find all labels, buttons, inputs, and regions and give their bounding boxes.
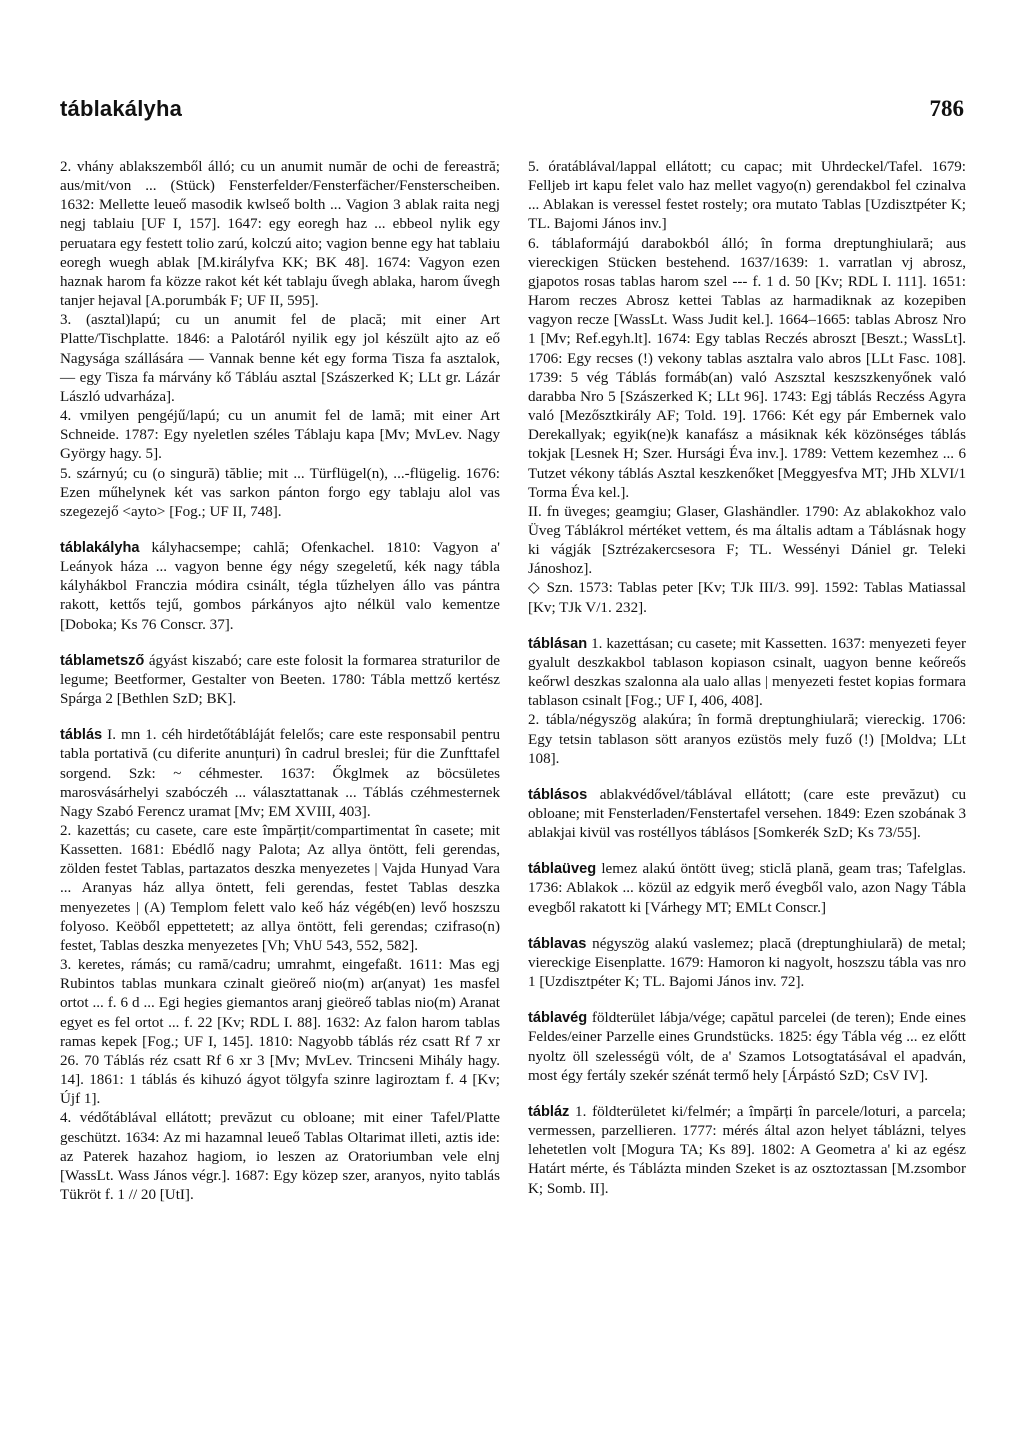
definition: I. mn 1. céh hirdetőtábláját felelős; care este responsabil pentru tabla portativă (cu diferite anunțuri) în cadrul breslei; für die Zunfttafel sorgend. Szk: ~ céhmester. 1637: Őkglmek az böcsületes marosvásárhelyi szabóczéh ... választattanak ... Táblás czéhmesternek Nagy Szabó Ferencz uramat [Mv; EM XVIII, 403]. (60, 727, 500, 820)
entry-tablasos (528, 786, 966, 843)
headword: táblakályha (60, 539, 140, 556)
headword: táblavas (528, 935, 587, 952)
entry-tablametszo (60, 652, 500, 709)
definition: ablakvédővel/táblával ellátott; (care este prevăzut) cu obloane; mit Fensterladen/Fenstertafel versehen. 1849: Ezen szobának 3 ablakjai kivül vas rostéllyos táblásos [Somkerék SzD; Ks 73/55]. (528, 786, 966, 842)
definition: lemez alakú öntött üveg; sticlă plană, geam tras; Tafelglas. 1736: Ablakok ... közül az edgyik merő évegből valo, azon Nagy Tábla evegből rakatott ki [Várhegy MT; EMLt Conscr.] (528, 861, 966, 916)
entry-tablavas (528, 935, 966, 992)
entry-tablaveg (528, 1009, 966, 1086)
sense-5-paragraph: 5. szárnyú; cu (o singură) tăblie; mit ... Türflügel(n), ...-flügelig. 1676: Ezen műhelynek két vas sarkon pánton forgo egy tablaju alol vas szegezejő <ayto> [Fog.; UF II, 748]. (60, 465, 500, 520)
tablasan-sense-2: 2. tábla/négyszög alakúra; în formă dreptunghiulară; viereckig. 1706: Egy tetsin tablason sött aranyos ezüstös mely fuző (!) [Moldva; LLt 108]. (528, 712, 966, 767)
tablas-sense-II: II. fn üveges; geamgiu; Glaser, Glashändler. 1790: Az ablakokhoz valo Üveg Táblákrol mértéket vettem, és ma általis adtam a Táblásnak hogy ki vágják [Sztrézakercsesora F; TL. Wessényi Dániel gr. Teleki Jánoshoz]. (528, 503, 966, 578)
headword: táblavég (528, 1010, 588, 1027)
definition: 1. kazettásan; cu casete; mit Kassetten. 1637: menyezeti feyer gyalult deszkakbol tablason kopiason csinalt, uagyon benne keőreős keőrwl deszkas szalonna ala ualo allas | menyezeti festet kopias formara tablason csinalt [Fog.; UF I, 406, 408]. (528, 635, 966, 710)
definition: ágyást kiszabó; care este folosit la formarea straturilor de legume; Beetformer, Gestalter von Beeten. 1780: Tábla mettző kertész Spárga 2 [Bethlen SzD; BK]. (60, 652, 500, 708)
entry-tablaz (528, 1103, 966, 1199)
definition: kályhacsempe; cahlă; Ofenkachel. 1810: Vagyon a' Leányok háza ... vagyon benne égy négy szegeletű, kék nagy tábla kályhákbol Franczia módira csinált, tégla tűzhelyen állo vas pántra rakott, kettős tejű, gombos párkányos ajto nélkül valo kementze [Doboka; Ks 76 Conscr. 37]. (60, 539, 500, 633)
definition: földterület lábja/vége; capătul parcelei (de teren); Ende eines Feldes/einer Parzelle eines Grundstücks. 1825: égy Tábla vég ... ez előtt nyoltz öll szelességü vólt, de a' Szamos Lotsogtatásával el apadván, most égy fertály szekér szénát termő hely [Árpástó SzD; CsV IV]. (528, 1010, 966, 1084)
definition: négyszög alakú vaslemez; placă (dreptunghiulară) de metal; viereckige Eisenplatte. 1679: Hamoron ki nagyolt, hoszszu tábla vas nro 1 [Uzdisztpéter K; TL. Bajomi János inv. 72]. (528, 935, 966, 991)
definition: 1. földterületet ki/felmér; a împărți în parcele/loturi, a parcela; vermessen, parzellieren. 1777: mérés által azon helyet táblázni, telyes lehetetlen volt [Mogura TA; Ks 89]. 1802: A Geometra a' ki az egész Határt mérte, és Táblázta minden Szeket is az osztoztassan [M.zsombor K; Somb. II]. (528, 1103, 966, 1197)
left-column (60, 158, 500, 1205)
entry-tablakalyha (60, 539, 500, 635)
headword: táblaüveg (528, 861, 597, 878)
headword: táblásan (528, 635, 588, 652)
sense-4-paragraph: 4. vmilyen pengéjű/lapú; cu un anumit fel de lamă; mit einer Art Schneide. 1787: Egy nyeletlen széles Táblaju kapa [Mv; MvLev. Nagy György hagy. 5]. (60, 408, 500, 463)
headword: táblametsző (60, 652, 145, 669)
running-headword: táblakályha (60, 96, 183, 121)
tablas-sense-5: 5. óratáblával/lappal ellátott; cu capac; mit Uhrdeckel/Tafel. 1679: Felljeb irt kapu felet valo haz mellet vagyo(n) gerendakbol fel czinalva ... Ablakan is veressel festet rostely; ora mutato Tablas [Uzdisztpéter K; TL. Bajomi János inv.] (528, 159, 966, 233)
tablas-sense-3: 3. keretes, rámás; cu ramă/cadru; umrahmt, eingefaßt. 1611: Mas egj Rubintos tablas munkara czinalt gieöreő nio(m) ar(anyat) 1es masfel ortot ... f. 6 d ... Egi hegies giemantos aranj gieöreő tablas nio(m) Aranat egyet es fel ortot ... f. 22 [Kv; RDL I. 88]. 1632: Az falon harom tablas ramas kepek [Fog.; UF I, 145]. 1810: Nagyobb táblás réz csatt Rf 7 xr 26. 70 Táblás réz csatt Rf 6 xr 3 [Mv; MvLev. Trincseni Mihály hagy. 14]. 1861: 1 táblás és kihuzó ágyot tölgyfa szinre lagiroztam f. 4 [Kv; Újf 1]. (60, 957, 500, 1108)
tablas-sense-4: 4. védőtáblával ellátott; prevăzut cu obloane; mit einer Tafel/Platte geschützt. 1634: Az mi hazamnal leueő Tablas Oltarimat illeti, aztis ide: az Paterek hazahoz hagiom, io leszen az Oratoriumban vele elnj [WassLt. Wass János végr.]. 1687: Egy közep szer, aranyos, nyito tablás Tükröt f. 1 // 20 [UtI]. (60, 1110, 500, 1203)
headword: tábláz (528, 1103, 570, 1120)
entry-tablas (60, 726, 500, 822)
entry-tablauveg (528, 860, 966, 917)
tablas-surname: ◇ Szn. 1573: Tablas peter [Kv; TJk III/3. 99]. 1592: Tablas Matiassal [Kv; TJk V/1. 232]. (528, 580, 966, 616)
tablas-sense-2: 2. kazettás; cu casete, care este împărțit/compartimentat în casete; mit Kassetten. 1681: Ebédlő nagy Palota; Az allya öntött, feli gerendas, zölden festet Tablas, partazatos deszka menyezetes | Vajda Hunyad Vara ... Aranyas ház allya öntett, feli gerendas, festet Tablas deszka menyezetes | (A) Templom felett valo keő ház végéb(en) levő hoszszu folyoso. Keöből eppettetett; az allya öntött, feli gerendas; czifraso(n) festet, Tablas deszka menyezetes [Vh; VhU 543, 552, 582]. (60, 823, 500, 954)
entry-tablasan (528, 635, 966, 712)
tablas-sense-6: 6. táblaformájú darabokból álló; în forma dreptunghiulară; aus viereckigen Stücken bestehend. 1637/1639: 1. varratlan vj abrosz, gjapotos rosas tablas harom szel --- f. 1 d. 50 [Kv; RDL I. 111]. 1651: Harom reczes Abrosz kettei Tablas az harmadiknak az kozepiben vagyon recze [WassLt. Wass Judit kel.]. 1664–1665: tablas Abrosz Nro 1 [Mv; Ref.egyh.lt]. 1674: Egy tablas Reczés abroszt [Beszt.; WassLt]. 1706: Egy recses (!) vekony tablas asztalra valo abros [LLt Fasc. 108]. 1739: 5 vég Táblás formáb(an) való Aszsztal keszszkenyőnek való darabba Nro 5 [Szászerked K; LLt 96]. 1743: Egj táblás Reczéss Agyra való [Mezősztkirály AF; Told. 19]. 1766: Két egy pár Embernek valo Derekallyak; egyik(ne)k kanafász a másiknak kék közönséges táblás tokjak [Lesnek H; Szer. Hursági Éva inv.]. 1789: Vettem kezemhez ... 6 Tutzet vékony táblás Asztal keszkenőket [Meggyesfva MT; JHb XLVI/1 Torma Éva kel.]. (528, 235, 966, 501)
sense-2-paragraph: 2. vhány ablakszemből álló; cu un anumit număr de ochi de fereastră; aus/mit/von ... (Stück) Fensterfelder/Fensterfächer/Fensterscheiben. 1632: Mellette leueő masodik kwlseő bolth ... Vagion 3 ablak raita negj negj tablaiu [UF I, 157]. 1647: egy eoregh haz ... ebbeol nylik egy peruatara egy festett tolio zarú, kolczú aito; vagion benne egy hat tablaiu eoregh wuegh ablak [M.királyfva KK; BK 48]. 1674: Vagyon ezen haznak harom fa közze rakot két két tablaju űvegh ablaka, harom űvegh tanjer hejaval [A.porumbák F; UF II, 595]. (60, 159, 500, 310)
page-number: 786 (929, 96, 964, 121)
headword: táblás (60, 727, 103, 744)
sense-3-paragraph: 3. (asztal)lapú; cu un anumit fel de placă; mit einer Art Platte/Tischplatte. 1846: a Palotáról nyilik egy jol készült ajto az eő Nagysága szállására — Vannak benne két egy forma Tisza fa asztalok, — egy Tisza fa márvány kő Tábláu asztal [Szászerked K; LLt gr. Lázár László udvarháza]. (60, 312, 500, 405)
headword: táblásos (528, 786, 588, 803)
right-column (528, 158, 966, 1199)
